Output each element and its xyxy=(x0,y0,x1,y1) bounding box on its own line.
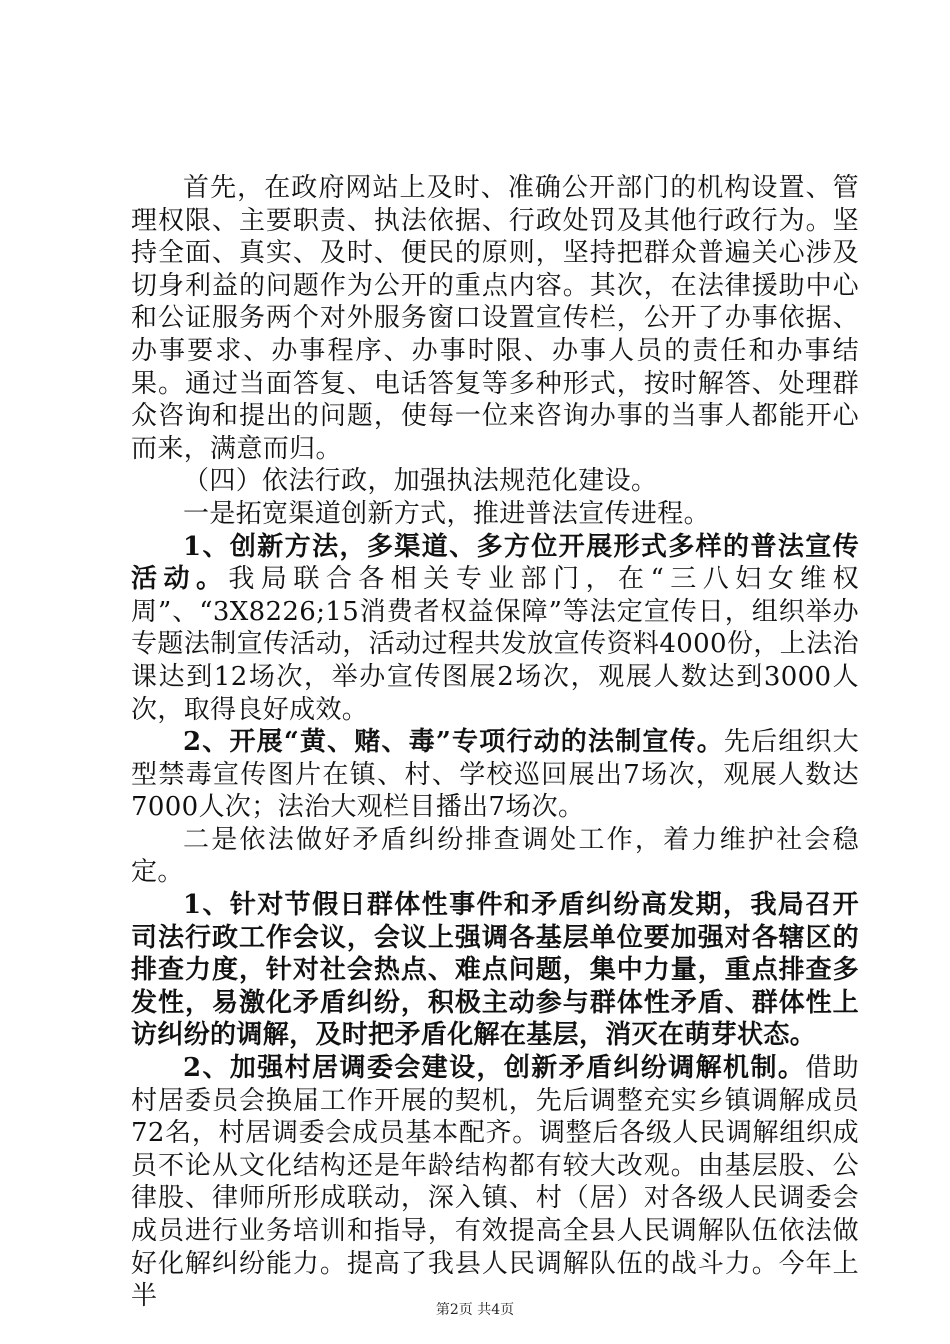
paragraph-disclosure xyxy=(131,172,859,465)
item-lead: 2、开展“黄、赌、毒”专项行动的法制宣传。 xyxy=(183,727,724,758)
item-text: 先后组织大型禁毒宣传图片在镇、村、学校巡回展出7场次，观展人数达7000人次；法治大观栏目播出7场次。 xyxy=(131,727,859,823)
paragraph-item-4 xyxy=(131,1052,859,1313)
item-lead: 2、加强村居调委会建设，创新矛盾纠纷调解机制。 xyxy=(183,1053,806,1084)
subheading-text: 一是拓宽渠道创新方式，推进普法宣传进程。 xyxy=(183,498,711,529)
paragraph-item-1 xyxy=(131,531,859,727)
paragraph-text: 首先，在政府网站上及时、准确公开部门的机构设置、管理权限、主要职责、执法依据、行政处罚及其他行政行为。坚持全面、真实、及时、便民的原则，坚持把群众普遍关心涉及切身利益的问题作为公开的重点内容。其次，在法律援助中心和公证服务两个对外服务窗口设置宣传栏，公开了办事依据、办事要求、办事程序、办事时限、办事人员的责任和办事结果。通过当面答复、电话答复等多种形式，按时解答、处理群众咨询和提出的问题，使每一位来咨询办事的当事人都能开心而来，满意而归。 xyxy=(131,173,859,464)
subheading-text: 二是依法做好矛盾纠纷排查调处工作，着力维护社会稳定。 xyxy=(131,824,859,888)
item-text: 借助村居委员会换届工作开展的契机，先后调整充实乡镇调解成员72名，村居调委会成员基本配齐。调整后各级人民调解组织成员不论从文化结构还是年龄结构都有较大改观。由基层股、公律股、律师所形成联动，深入镇、村（居）对各级人民调委会成员进行业务培训和指导，有效提高全县人民调解队伍依法做好化解纠纷能力。提高了我县人民调解队伍的战斗力。今年上半 xyxy=(131,1053,859,1312)
heading-text: （四）依法行政，加强执法规范化建设。 xyxy=(183,466,658,497)
item-lead: 1、针对节假日群体性事件和矛盾纠纷高发期，我局召开司法行政工作会议，会议上强调各基层单位要加强对各辖区的排查力度，针对社会热点、难点问题，集中力量，重点排查多发性，易激化矛盾纠纷，积极主动参与群体性矛盾、群体性上访纠纷的调解，及时把矛盾化解在基层，消灭在萌芽状态。 xyxy=(131,890,859,1051)
item-text: 我局联合各相关专业部门，在“三八妇女维权周”、“3X8226;15消费者权益保障”等法定宣传日，组织举办专题法制宣传活动，活动过程共发放宣传资料4000份，上法治课达到12场次，举办宣传图展2场次，观展人数达到3000人次，取得良好成效。 xyxy=(131,564,859,725)
item-lead: 1、创新方法，多渠道、多方位开展形式多样的普法宣传活动。 xyxy=(131,531,859,595)
page-number: 第2页 共4页 xyxy=(435,1302,515,1318)
document-body xyxy=(131,172,859,1313)
paragraph-item-3 xyxy=(131,889,859,1052)
subheading-disputes xyxy=(131,824,859,889)
paragraph-item-2 xyxy=(131,726,859,824)
subheading-publicity xyxy=(131,498,859,531)
section-heading-4 xyxy=(131,465,859,498)
